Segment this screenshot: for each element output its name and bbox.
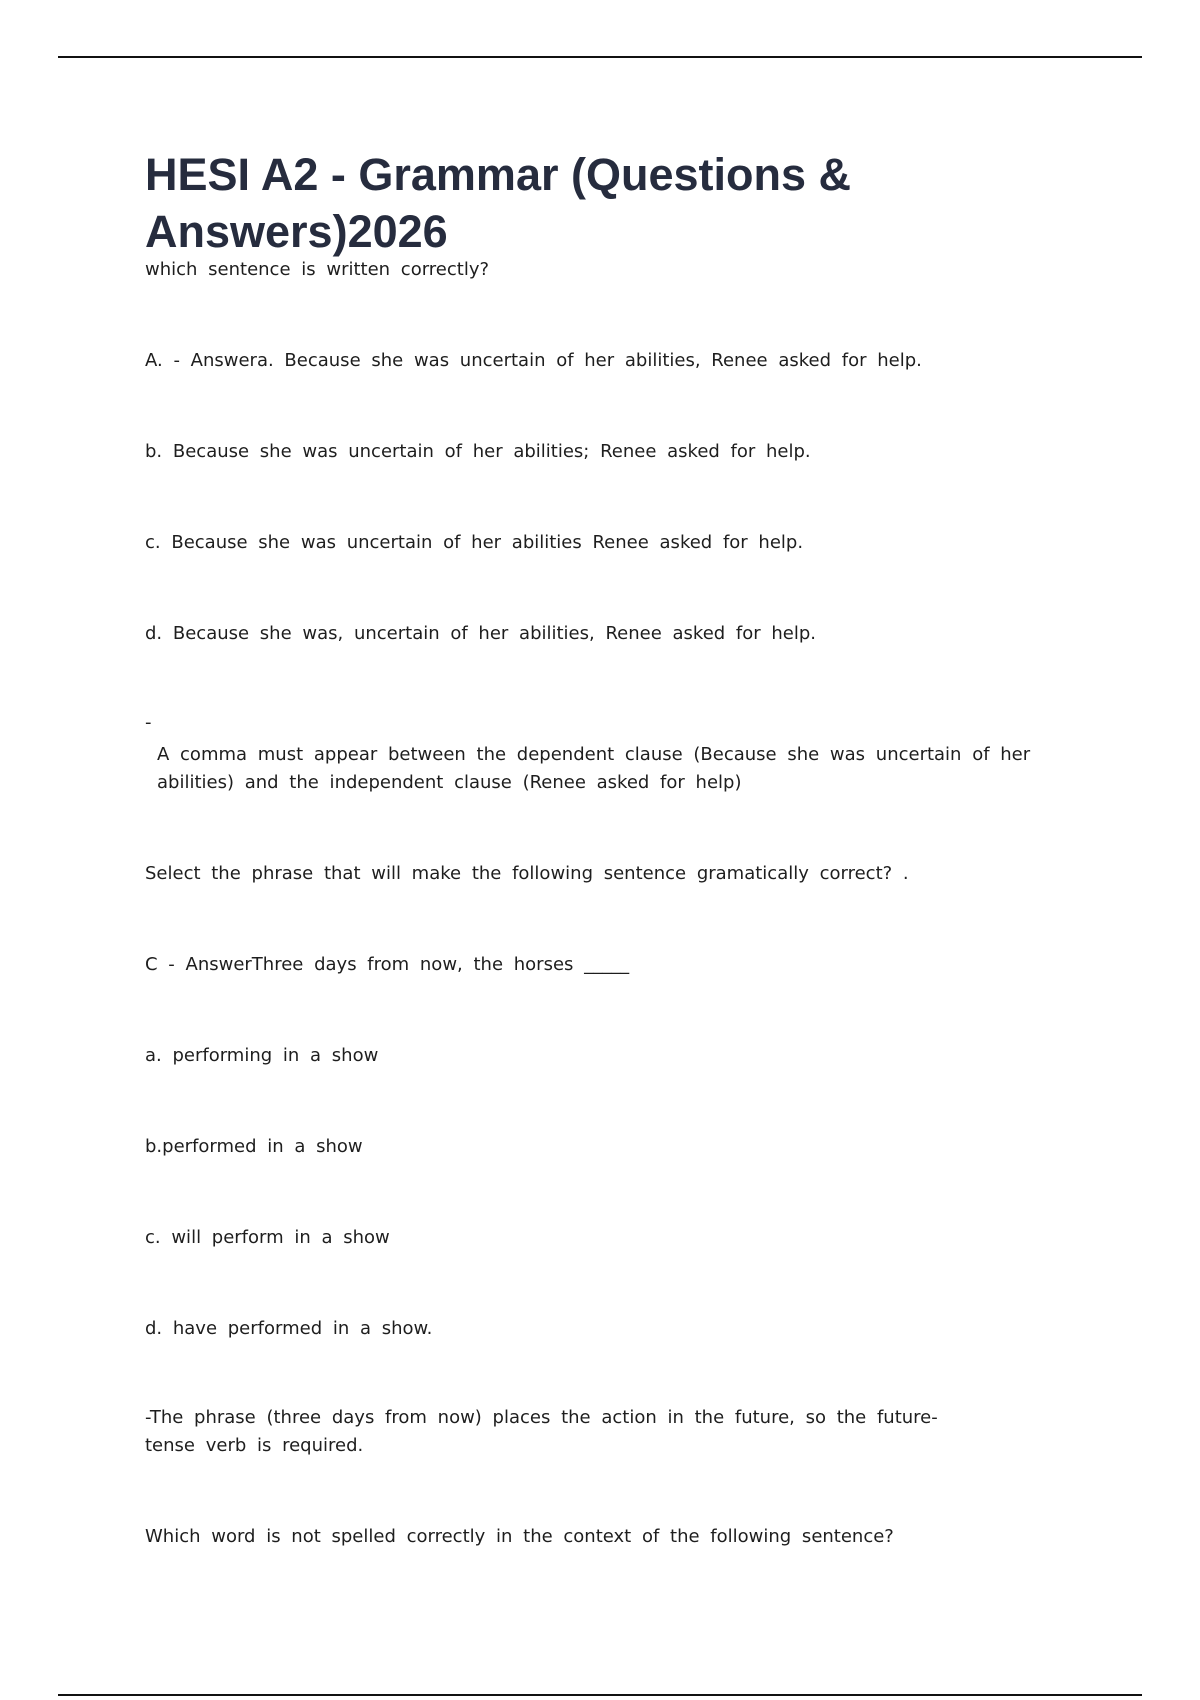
q2-option-a: a. performing in a show [145,1045,379,1066]
q1-option-d: d. Because she was, uncertain of her abilities, Renee asked for help. [145,623,817,644]
document-title: HESI A2 - Grammar (Questions & Answers)2026 [145,149,852,257]
q1-option-b: b. Because she was uncertain of her abilities; Renee asked for help. [145,441,811,462]
q1-explanation-line1: A comma must appear between the dependent clause (Because she was uncertain of her [157,744,1031,765]
q2-explanation-line2: tense verb is required. [145,1435,364,1456]
q2-option-c: c. will perform in a show [145,1227,390,1248]
q1-prompt: which sentence is written correctly? [145,259,490,280]
q2-explanation-line1: -The phrase (three days from now) places the action in the future, so the future- [145,1407,938,1428]
top-divider [58,56,1142,58]
q2-option-b: b.performed in a show [145,1136,363,1157]
q2-answer: C - AnswerThree days from now, the horses _____ [145,954,630,975]
bottom-divider [58,1694,1142,1696]
q1-option-c: c. Because she was uncertain of her abilities Renee asked for help. [145,532,804,553]
q3-prompt: Which word is not spelled correctly in the context of the following sentence? [145,1526,894,1547]
q1-option-a: A. - Answera. Because she was uncertain of her abilities, Renee asked for help. [145,350,922,371]
q2-option-d: d. have performed in a show. [145,1318,433,1339]
q1-explanation-line2: abilities) and the independent clause (Renee asked for help) [157,772,742,793]
q1-dash-marker: - [145,712,152,733]
q2-prompt: Select the phrase that will make the following sentence gramatically correct? . [145,863,909,884]
